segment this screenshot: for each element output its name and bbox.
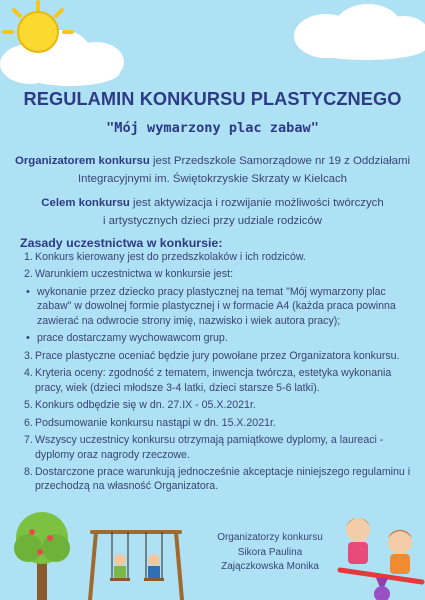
organizers-heading: Organizatorzy konkursu <box>217 532 323 543</box>
rule-marker: 5. <box>24 399 33 412</box>
rule-text: Prace plastyczne oceniać będzie jury powołane przez Organizatora konkursu. <box>35 349 400 362</box>
rule-marker: 3. <box>24 349 33 362</box>
rule-text: Konkurs odbędzie się w dn. 27.IX - 05.X.2021r. <box>35 399 256 412</box>
rules-heading: Zasady uczestnictwa w konkursie: <box>20 236 223 250</box>
rule-marker: 7. <box>24 433 33 446</box>
children-seesaw-icon <box>336 512 425 600</box>
rule-subitem <box>24 331 416 346</box>
rule-text: Warunkiem uczestnictwa w konkursie jest: <box>35 268 234 281</box>
rules-list <box>24 250 416 497</box>
rule-item <box>24 349 416 364</box>
bullet-icon: • <box>26 332 30 345</box>
rule-item <box>24 250 416 265</box>
rule-item <box>24 366 416 395</box>
rule-text: Konkurs kierowany jest do przedszkolaków i ich rodziców. <box>35 251 306 263</box>
contest-subtitle: "Mój wymarzony plac zabaw" <box>106 120 319 136</box>
rule-text: Wszyscy uczestnicy konkursu otrzymają pamiątkowe dyplomy, a laureaci - dyplomy oraz nagrody rzeczowe. <box>35 433 384 461</box>
rule-marker: 1. <box>24 251 33 263</box>
rule-item <box>24 416 416 431</box>
goal-text-line2: i artystycznych dzieci przy udziale rodziców <box>102 215 323 227</box>
rule-item <box>24 267 416 282</box>
sun-icon <box>2 0 74 62</box>
rule-item <box>24 465 416 494</box>
rule-marker: 6. <box>24 416 33 429</box>
rule-marker: 4. <box>24 367 33 380</box>
organizer-text-line1: jest Przedszkole Samorządowe nr 19 z Oddziałami <box>149 155 411 167</box>
organizer-name-2: Zajączkowska Monika <box>221 561 319 572</box>
rule-marker: 2. <box>24 268 33 281</box>
rule-text: Podsumowanie konkursu nastąpi w dn. 15.X.2021r. <box>35 416 276 429</box>
page-title: REGULAMIN KONKURSU PLASTYCZNEGO <box>23 89 402 109</box>
rule-text: Kryteria oceny: zgodność z tematem, inwencja twórcza, estetyka wykonania pracy, wiek (dzieci młodsze 3-4 latki, dzieci starsze 5-6 latki). <box>35 367 392 394</box>
organizers-footer <box>200 531 340 575</box>
rule-item <box>24 398 416 413</box>
goal-paragraph <box>0 194 425 230</box>
bullet-icon: • <box>26 285 30 298</box>
rule-text: wykonanie przez dziecko pracy plastycznej na temat "Mój wymarzony plac zabaw" w dowolnej formie plastycznej i w formacie A4 (każda praca powinna zawierać na odwrocie strony imię, nazwisko i wiek autora pracy); <box>37 285 396 327</box>
cloud-right-icon <box>286 2 425 62</box>
swing-icon <box>86 526 186 600</box>
rule-item <box>24 433 416 462</box>
organizer-paragraph <box>0 152 425 188</box>
organizer-text-line2: Integracyjnymi im. Świętokrzyskie Skrzaty w Kielcach <box>77 173 348 185</box>
rule-subitem <box>24 285 416 329</box>
goal-label: Celem konkursu <box>41 197 130 209</box>
goal-text-line1: jest aktywizacja i rozwijanie możliwości twórczych <box>129 197 384 209</box>
rule-text: prace dostarczamy wychowawcom grup. <box>37 332 228 345</box>
organizer-label: Organizatorem konkursu <box>14 155 150 167</box>
organizer-name-1: Sikora Paulina <box>237 546 303 558</box>
tree-icon <box>10 508 74 600</box>
rule-marker: 8. <box>24 465 33 478</box>
rule-text: Dostarczone prace warunkują jednocześnie akceptacje niniejszego regulaminu i przechodzą na własność Organizatora. <box>35 465 411 493</box>
